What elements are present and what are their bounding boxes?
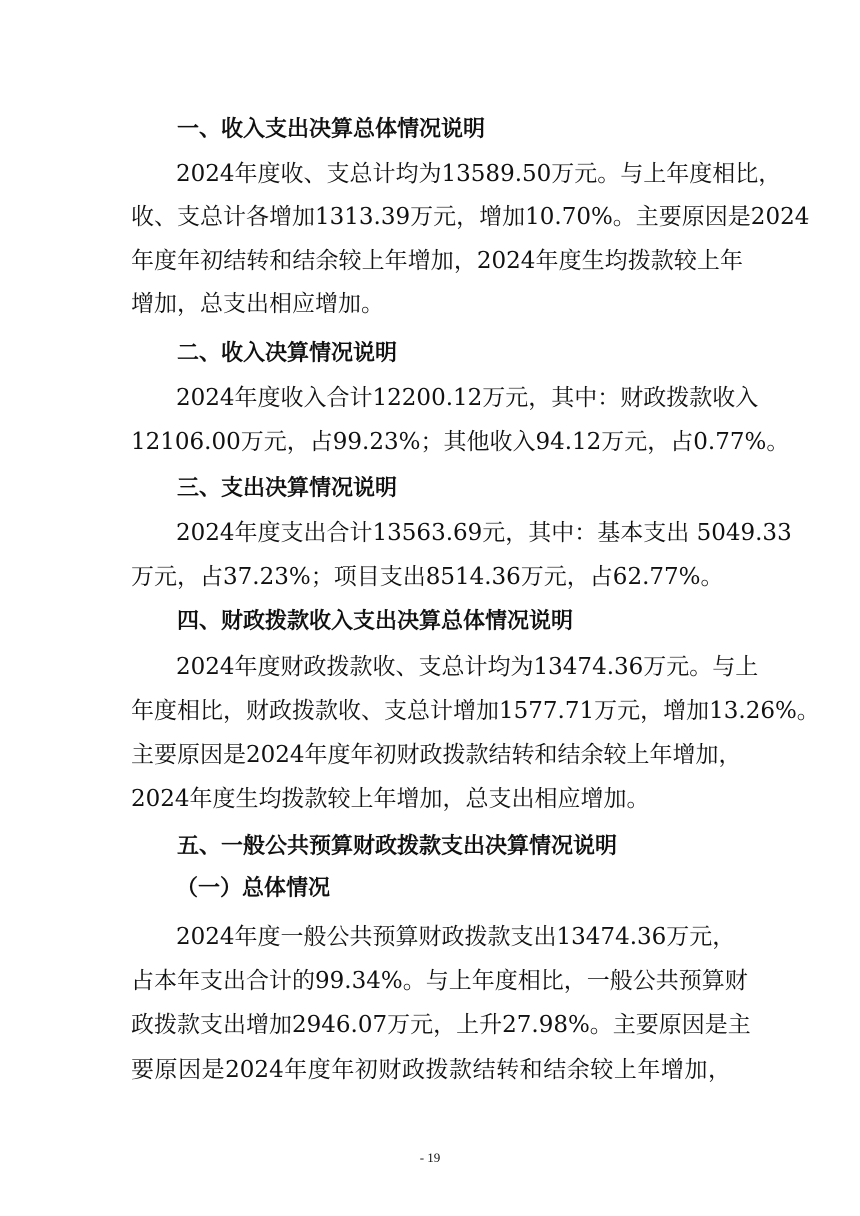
paragraph-line: 2024年度收入合计12200.12万元，其中：财政拨款收入 — [176, 385, 759, 411]
paragraph-line: 主要原因是2024年度年初财政拨款结转和结余较上年增加， — [131, 742, 742, 768]
paragraph-line: 收、支总计各增加1313.39万元，增加10.70%。主要原因是2024 — [131, 204, 810, 230]
page-number: - 19 — [419, 1150, 441, 1165]
paragraph-line: 政拨款支出增加2946.07万元，上升27.98%。主要原因是主 — [131, 1012, 751, 1038]
paragraph-line: 年度相比，财政拨款收、支总计增加1577.71万元，增加13.26%。 — [131, 698, 820, 724]
section-4-heading: 四、财政拨款收入支出决算总体情况说明 — [177, 609, 574, 634]
subsection-heading: （一）总体情况 — [176, 876, 331, 901]
paragraph-line: 2024年度支出合计13563.69元，其中：基本支出 5049.33 — [176, 520, 792, 546]
section-3-heading: 三、支出决算情况说明 — [177, 476, 398, 501]
paragraph-line: 12106.00万元，占99.23%；其他收入94.12万元，占0.77%。 — [131, 429, 790, 455]
paragraph-line: 增加，总支出相应增加。 — [131, 291, 384, 317]
paragraph-line: 占本年支出合计的99.34%。与上年度相比，一般公共预算财 — [131, 968, 748, 994]
paragraph-line: 2024年度财政拨款收、支总计均为13474.36万元。与上 — [176, 654, 759, 680]
paragraph-line: 2024年度一般公共预算财政拨款支出13474.36万元， — [176, 924, 736, 950]
paragraph-line: 2024年度收、支总计均为13589.50万元。与上年度相比， — [176, 161, 782, 187]
paragraph-line: 万元，占37.23%；项目支出8514.36万元，占62.77%。 — [131, 564, 724, 590]
paragraph-line: 年度年初结转和结余较上年增加，2024年度生均拨款较上年 — [131, 248, 743, 274]
paragraph-line: 2024年度生均拨款较上年增加，总支出相应增加。 — [131, 786, 650, 812]
section-1-heading: 一、收入支出决算总体情况说明 — [177, 117, 486, 142]
section-5-heading: 五、一般公共预算财政拨款支出决算情况说明 — [177, 834, 618, 859]
section-2-heading: 二、收入决算情况说明 — [177, 341, 398, 366]
paragraph-line: 要原因是2024年度年初财政拨款结转和结余较上年增加， — [131, 1057, 731, 1083]
